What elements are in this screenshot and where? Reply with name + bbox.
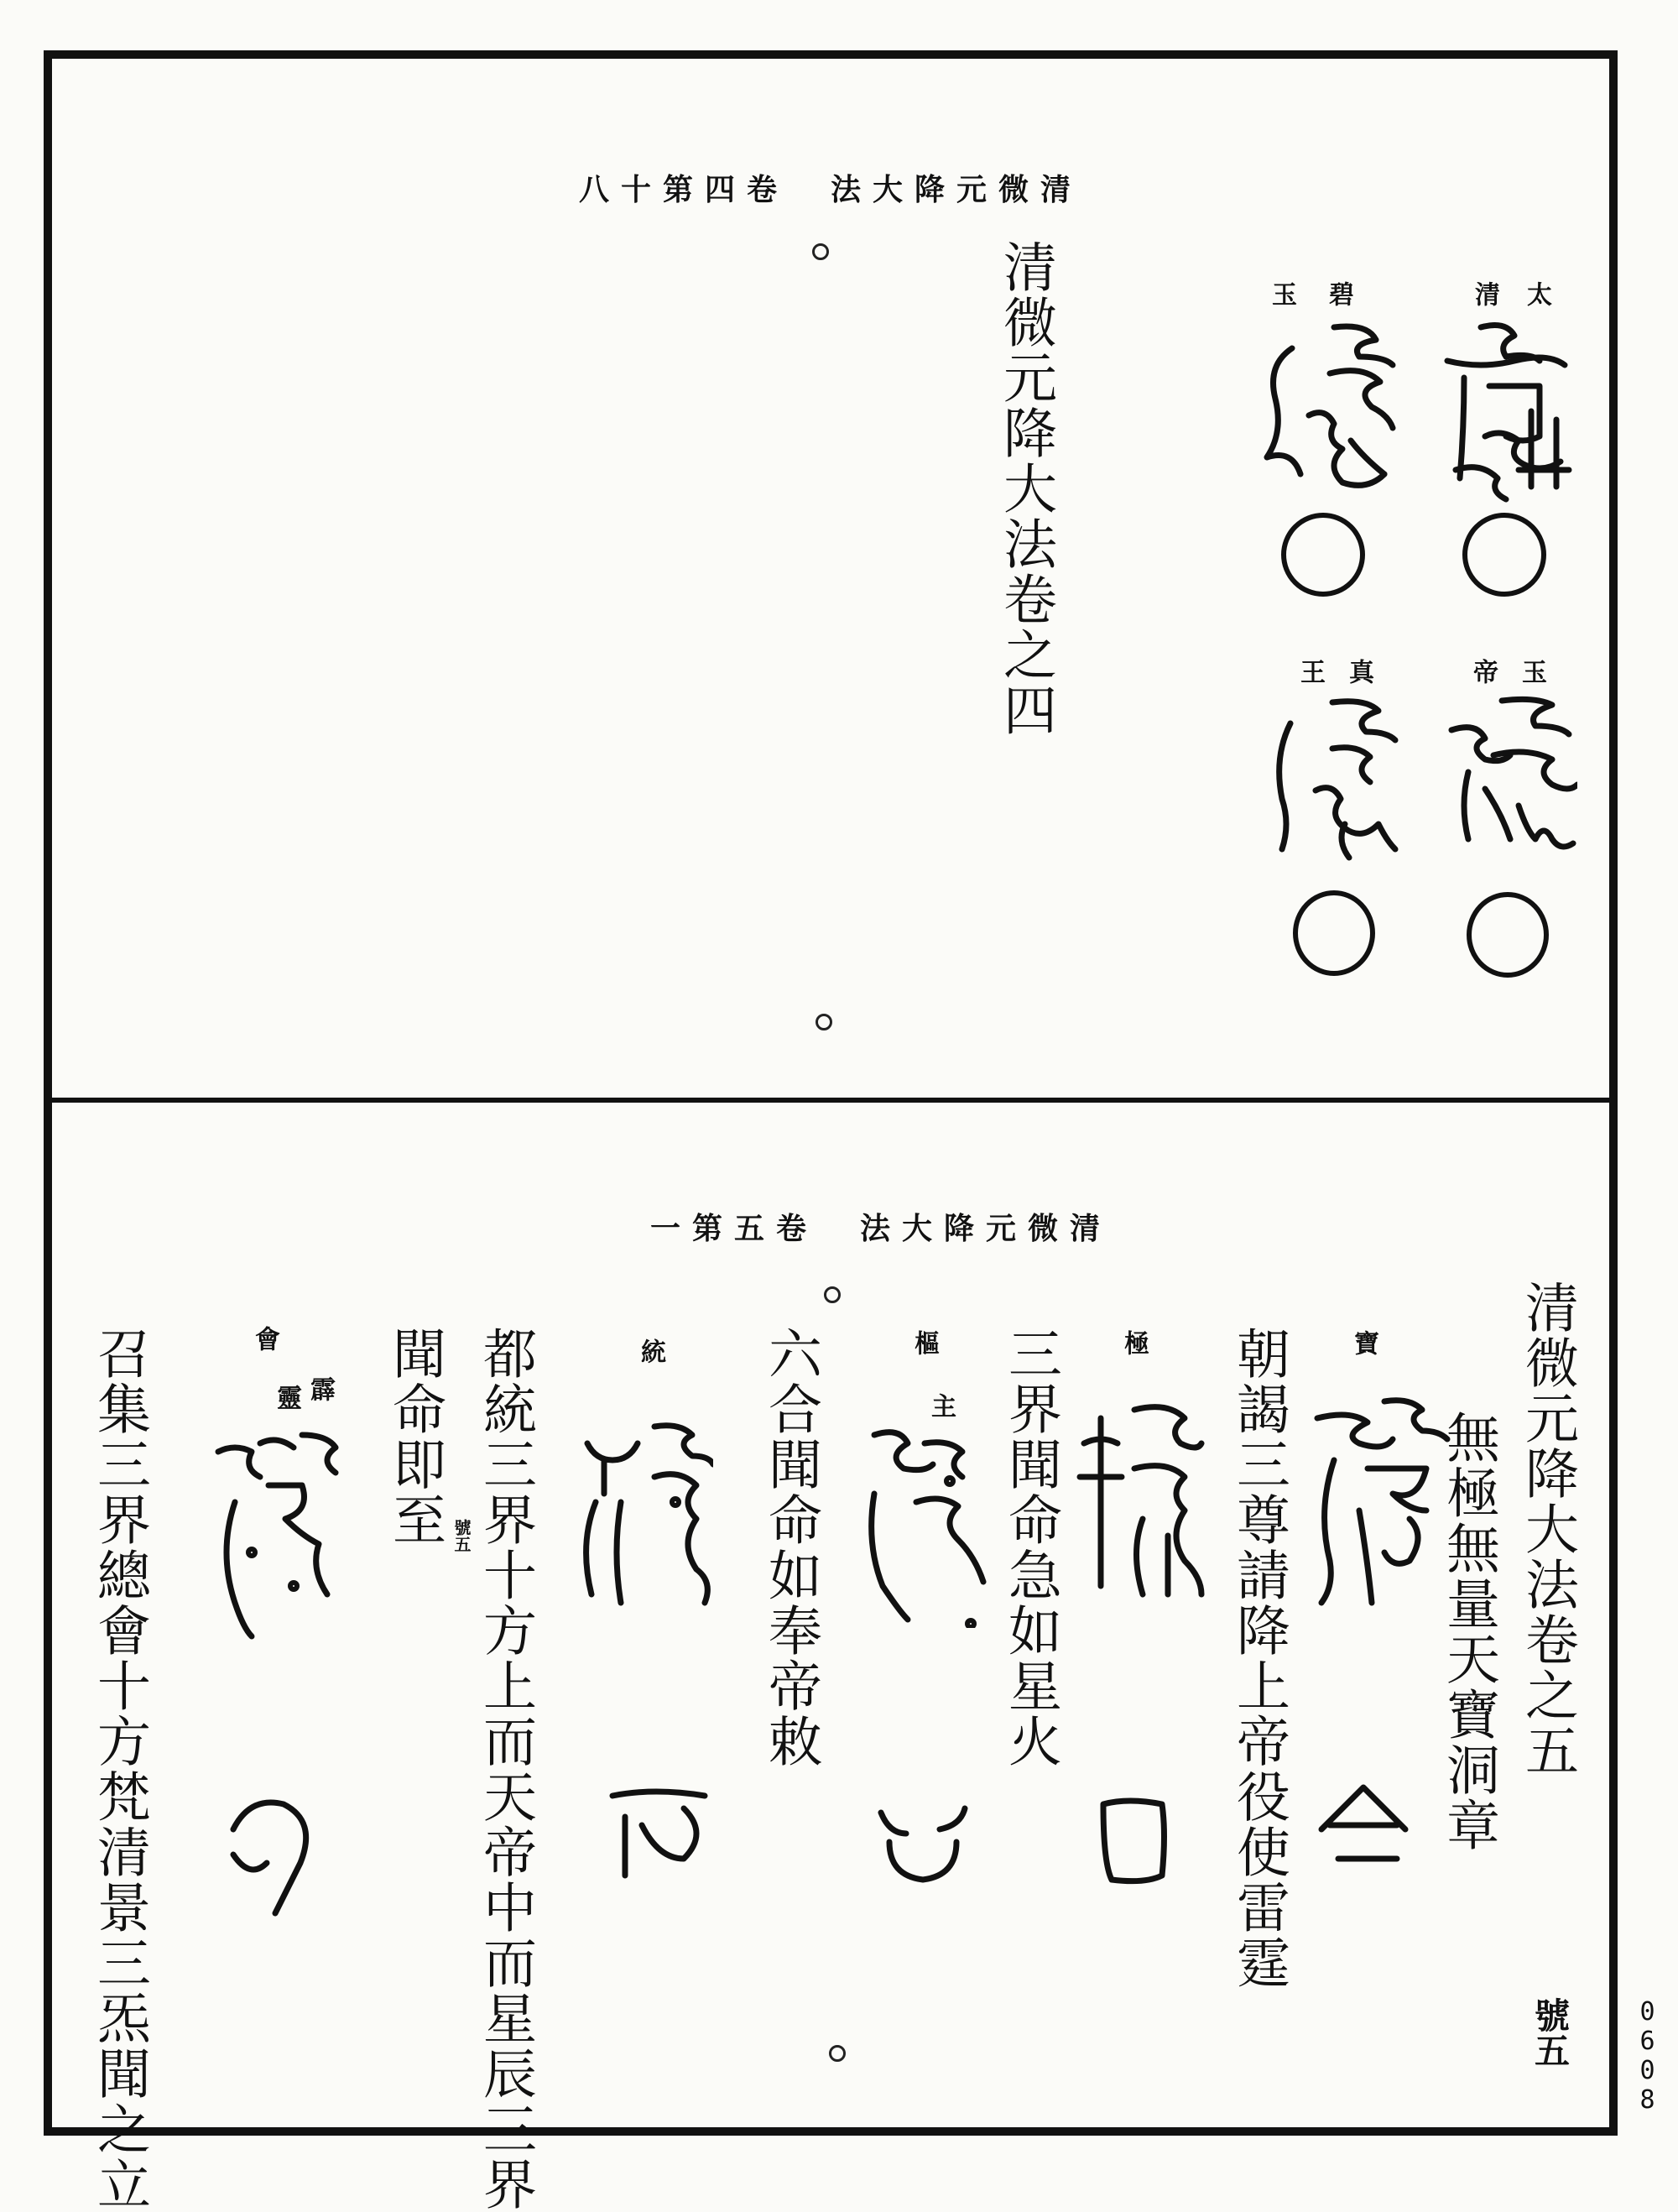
bottom-running-header: 一第五卷 法大降元微清 [650,1211,1113,1246]
text-column: 都統三界十方上而天帝中而星辰三界 [474,1326,536,2212]
talisman-label: 會 [250,1326,279,1351]
bottom-subtitle: 無極無量天寶洞章 [1437,1410,1499,1853]
top-running-header: 八十第四卷 法大降元微清 [579,172,1083,207]
page-number: 0608 [1633,1997,1662,2115]
mark-number: 號五 [1529,1997,1571,2068]
talisman-seal-hui [201,1418,344,1645]
talisman-label: 霹 [305,1376,335,1401]
talisman-seal-ji [1076,1393,1210,1611]
talisman-label: 寶 [1349,1330,1378,1355]
talisman-seal-shu [857,1410,992,1628]
text-column: 朝謁三尊請降上帝役使雷霆 [1227,1326,1290,1990]
talisman-tail-tong [604,1783,713,1884]
talisman-seal-taiqing [1439,310,1573,503]
top-book-title: 清微元降大法卷之四 [994,239,1056,738]
talisman-seal-biyu [1258,315,1401,508]
talisman-label: 帝 [1468,659,1498,684]
talisman-circle [1462,888,1554,980]
text-column: 六合聞命如奉帝敕 [759,1326,821,1769]
panel-divider [44,1098,1618,1103]
text-column: 召集三界總會十方梵清景三炁聞之立 [88,1326,150,2212]
talisman-label: 極 [1119,1330,1149,1355]
talisman-tail-hui [216,1787,334,1922]
talisman-label: 碧 [1324,281,1353,306]
talisman-tail-ji [1091,1787,1175,1888]
talisman-seal-yudi [1443,688,1577,856]
talisman-tail-bao [1309,1779,1418,1871]
talisman-label: 真 [1344,659,1373,684]
talisman-circle [1458,509,1550,601]
talisman-label: 號五 [451,1519,472,1552]
talisman-seal-tong [571,1410,713,1628]
bottom-book-title: 清微元降大法卷之五 [1516,1280,1578,1778]
talisman-label: 主 [926,1393,956,1418]
talisman-label: 王 [1295,659,1325,684]
talisman-seal-zhenwang [1265,690,1399,866]
talisman-label: 太 [1522,281,1551,306]
talisman-label: 樞 [909,1330,939,1355]
binding-hole [829,2045,846,2062]
talisman-seal-bao [1300,1385,1451,1611]
talisman-tail-shu [873,1796,973,1888]
binding-hole [816,1014,832,1030]
talisman-circle [1288,886,1380,978]
text-column: 三界聞命急如星火 [999,1326,1061,1769]
talisman-label: 統 [636,1338,665,1364]
talisman-circle [1277,509,1369,601]
binding-hole [824,1286,841,1303]
talisman-label: 玉 [1267,281,1296,306]
binding-hole [812,243,829,260]
talisman-label: 靈 [272,1385,301,1410]
talisman-label: 玉 [1517,659,1546,684]
talisman-label: 清 [1470,281,1499,306]
text-column: 聞命即至 [383,1326,446,1547]
